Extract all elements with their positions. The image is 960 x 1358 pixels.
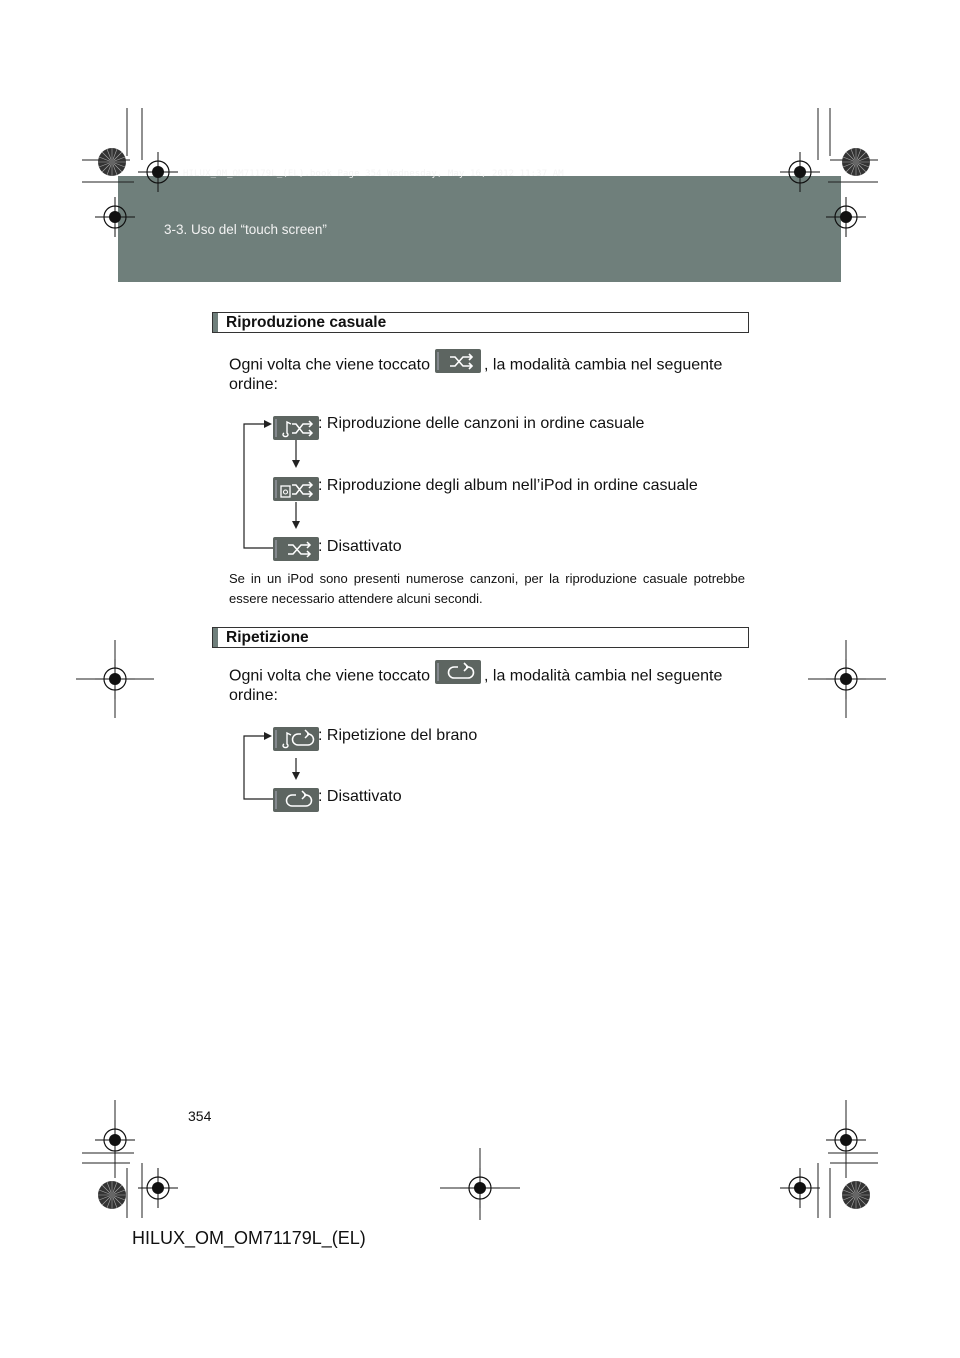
shuffle-intro-before: Ogni volta che viene toccato <box>229 356 431 374</box>
repeat-intro <box>229 664 722 689</box>
repeat-intro-line2: ordine: <box>229 687 278 704</box>
repeat-section-title: Ripetizione <box>226 629 309 646</box>
section-title: 3-3. Uso del “touch screen” <box>164 222 327 237</box>
document-code: HILUX_OM_OM71179L_(EL) <box>132 1228 366 1248</box>
repeat-off-label: : Disattivato <box>318 788 402 805</box>
repeat-track-icon <box>273 727 319 751</box>
shuffle-songs-label: : Riproduzione delle canzoni in ordine casuale <box>318 415 645 432</box>
repeat-track-label: : Ripetizione del brano <box>318 727 478 744</box>
repeat-inline-button[interactable] <box>435 660 481 689</box>
shuffle-albums-icon <box>273 477 319 501</box>
shuffle-inline-button[interactable] <box>435 349 481 378</box>
shuffle-icon <box>435 349 481 373</box>
shuffle-intro-after: , la modalità cambia nel seguente <box>484 356 723 374</box>
shuffle-albums-label: : Riproduzione degli album nell’iPod in ordine casuale <box>318 477 698 494</box>
repeat-intro-after: , la modalità cambia nel seguente <box>484 667 723 685</box>
shuffle-albums-button <box>273 477 319 501</box>
shuffle-off-button <box>273 537 319 561</box>
shuffle-intro <box>229 353 722 378</box>
shuffle-songs-icon <box>273 416 319 440</box>
repeat-icon <box>435 660 481 684</box>
book-info: HILUX_OM_OM71179L_(EL).book Page 354 Wednesday, May 16, 2012 11:37 AM <box>183 169 564 179</box>
heading-accent-bar <box>213 628 218 647</box>
repeat-track-button <box>273 727 319 751</box>
shuffle-section-title: Riproduzione casuale <box>226 314 387 331</box>
shuffle-off-label: : Disattivato <box>318 538 402 555</box>
repeat-off-button <box>273 788 319 812</box>
page-number: 354 <box>188 1108 212 1124</box>
shuffle-off-icon <box>273 537 319 561</box>
shuffle-songs-button <box>273 416 319 440</box>
shuffle-section-heading <box>212 312 749 333</box>
shuffle-note: Se in un iPod sono presenti numerose canzoni, per la riproduzione casuale potrebbe essere necessario attendere alcuni secondi. <box>229 571 745 606</box>
shuffle-intro-line2: ordine: <box>229 376 278 393</box>
heading-accent-bar <box>213 313 218 332</box>
repeat-section-heading <box>212 627 749 648</box>
repeat-off-icon <box>273 788 319 812</box>
repeat-intro-before: Ogni volta che viene toccato <box>229 667 431 685</box>
